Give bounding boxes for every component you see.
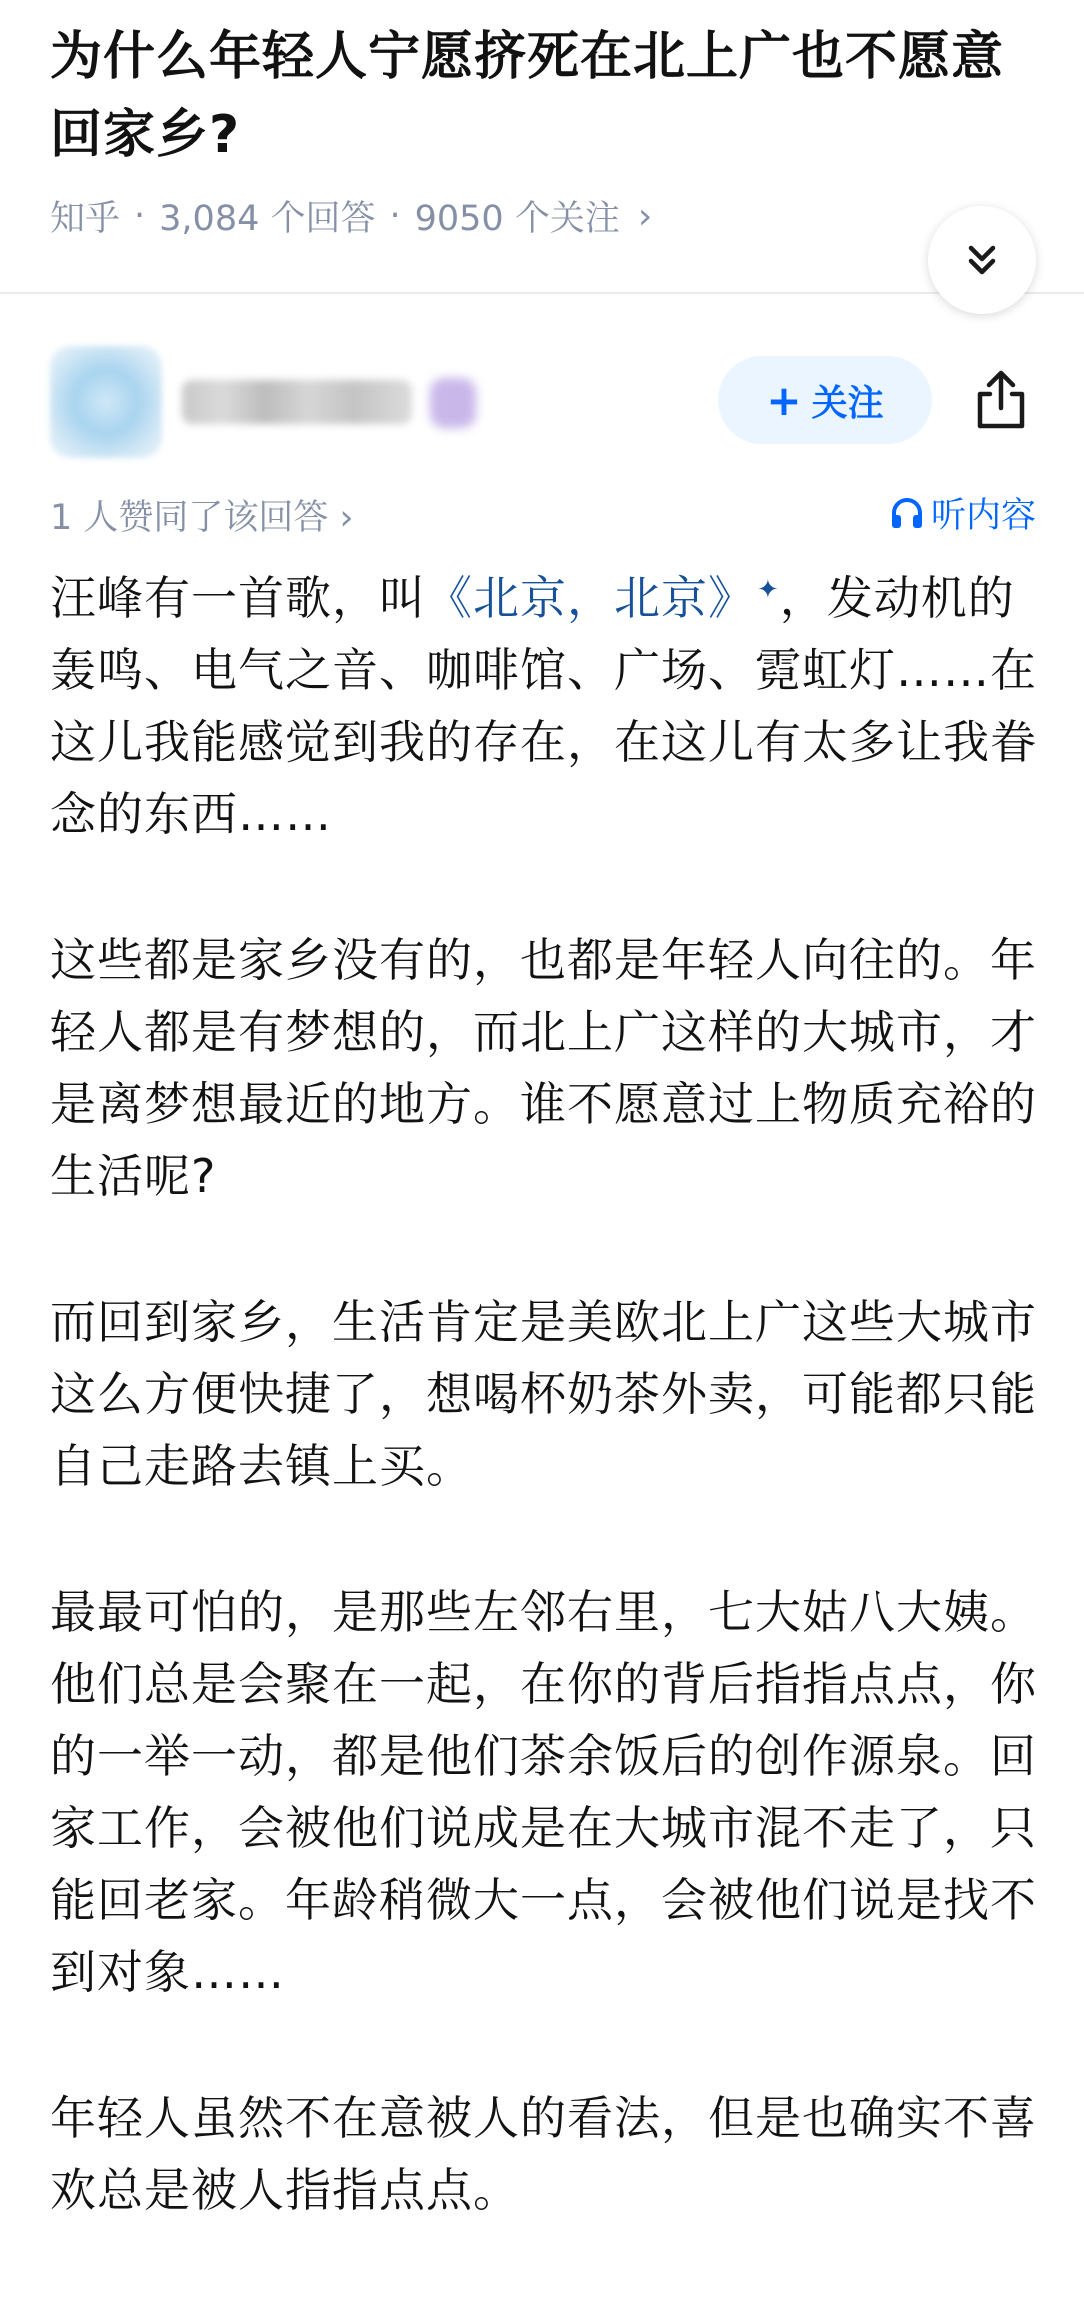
author-badge-icon [430, 378, 476, 428]
question-meta[interactable] [50, 186, 652, 246]
answer-paragraph: 最最可怕的，是那些左邻右里，七大姑八大姨。他们总是会聚在一起，在你的背后指指点点，你的一举一动，都是他们茶余饭后的创作源泉。回家工作，会被他们说成是在大城市混不走了，只能回老家。年龄稍微大一点，会被他们说是找不到对象…… [50, 1585, 1037, 1999]
answer-paragraph: 而回到家乡，生活肯定是美欧北上广这些大城市这么方便快捷了，想喝杯奶茶外卖，可能都只能自己走路去镇上买。 [50, 1295, 1037, 1493]
follow-label: 关注 [811, 382, 884, 424]
listen-button[interactable] [889, 488, 1036, 538]
sparkle-icon: ✦ [757, 574, 780, 605]
share-icon [972, 368, 1030, 432]
answer-meta-row [50, 484, 1040, 544]
author-row [0, 330, 1084, 460]
avatar[interactable] [50, 346, 162, 458]
answer-paragraph [50, 562, 1040, 850]
source-label: 知乎 [50, 199, 121, 239]
answers-count: 3,084 个回答 [159, 199, 376, 239]
paragraph-text: 汪峰有一首歌，叫 [50, 571, 426, 625]
meta-separator: · [134, 196, 146, 236]
author-name-blurred[interactable] [182, 380, 412, 424]
headphones-icon [889, 495, 925, 531]
chevron-right-icon: › [637, 195, 653, 237]
followers-count: 9050 个关注 [414, 199, 620, 239]
plus-icon: + [766, 375, 802, 425]
upvote-count[interactable]: 1 人赞同了该回答 › [50, 498, 354, 538]
listen-label: 听内容 [930, 496, 1036, 536]
song-link[interactable]: 《北京，北京》 [426, 571, 755, 625]
follow-button[interactable] [718, 356, 932, 444]
share-button[interactable] [966, 362, 1036, 438]
double-chevron-down-icon [962, 240, 1002, 280]
paragraph-text: ，发动机的轰鸣、电气之音、咖啡馆、广场、霓虹灯……在这儿我能感觉到我的存在，在这儿有太多让我眷念的东西…… [50, 571, 1037, 841]
question-title[interactable]: 为什么年轻人宁愿挤死在北上广也不愿意回家乡? [50, 27, 1005, 165]
answer-content [50, 562, 1040, 2300]
answer-paragraph: 这些都是家乡没有的，也都是年轻人向往的。年轻人都是有梦想的，而北上广这样的大城市，才是离梦想最近的地方。谁不愿意过上物质充裕的生活呢? [50, 933, 1037, 1203]
question-header [0, 0, 1084, 294]
meta-separator: · [389, 196, 401, 236]
answer-paragraph: 年轻人虽然不在意被人的看法，但是也确实不喜欢总是被人指指点点。 [50, 2091, 1037, 2217]
expand-button[interactable] [928, 206, 1036, 314]
